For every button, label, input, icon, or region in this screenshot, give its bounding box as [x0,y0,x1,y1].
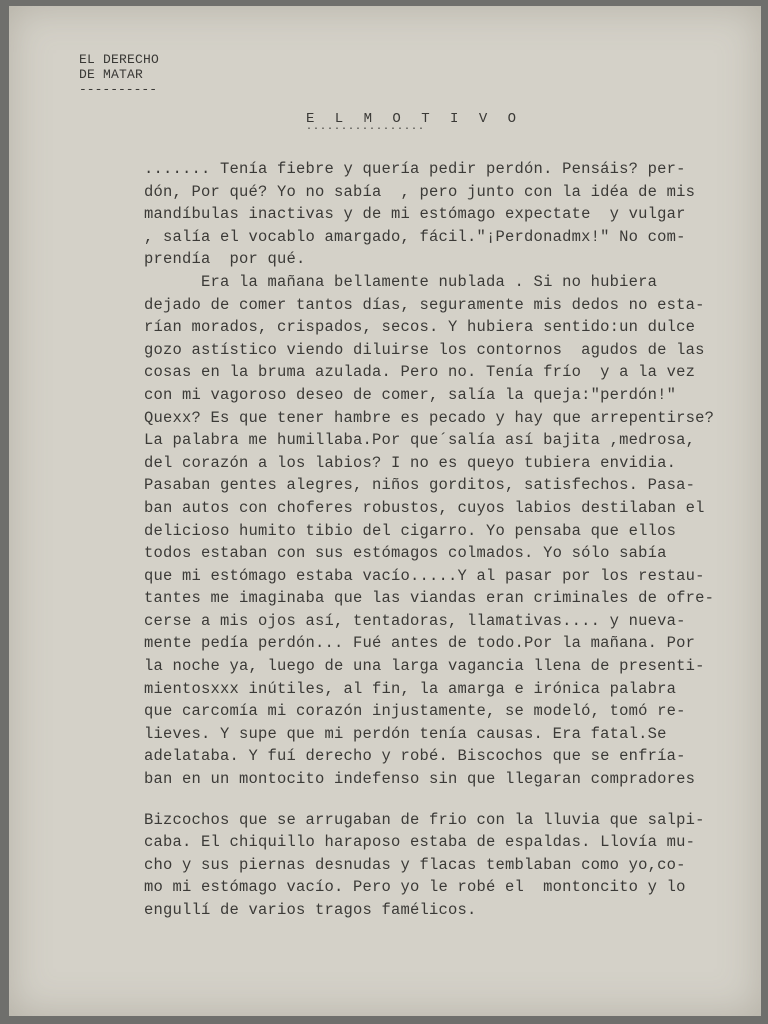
typewritten-page [9,6,761,1016]
text-line: dejado de comer tantos días, seguramente mis dedos no esta- [144,295,705,314]
text-line: Pasaban gentes alegres, niños gorditos, satisfechos. Pasa- [144,476,696,495]
text-line: cosas en la bruma azulada. Pero no. Tenía frío y a la vez [144,363,696,382]
text-line: engullí de varios tragos famélicos. [144,901,477,919]
paragraph-1 [144,158,704,271]
paragraph-2 [144,271,715,791]
title-underline: ················· [306,124,426,135]
header-line-2: DE MATAR [79,67,144,82]
text-line: , salía el vocablo amargado, fácil."¡Perdonadmx!" No com- [144,227,686,246]
body-text [144,158,715,922]
text-line: Quexx? Es que tener hambre es pecado y hay que arrepentirse? [144,408,715,427]
text-line: lieves. Y supe que mi perdón tenía causas. Era fatal.Se [144,724,667,743]
document-header [79,52,159,97]
paragraph-3 [144,809,704,922]
text-line: mente pedía perdón... Fué antes de todo.Por la mañana. Por [144,634,696,653]
text-line: del corazón a los labios? I no es queyo tubiera envidia. [144,453,677,472]
page-title: E L M O T I V O [306,111,523,127]
text-line: ban en un montocito indefenso sin que llegaran compradores [144,770,696,789]
text-line: mientosxxx inútiles, al fin, la amarga e irónica palabra [144,679,677,698]
text-line: que carcomía mi corazón injustamente, se modeló, tomó re- [144,702,686,721]
text-line: ban autos con choferes robustos, cuyos labios destilaban el [144,498,705,517]
text-line: Bizcochos que se arrugaban de frio con la lluvia que salpi- [144,810,705,829]
paragraph-gap [144,791,704,809]
text-line: La palabra me humillaba.Por que´salía así bajita ,medrosa, [144,431,696,450]
text-line: dón, Por qué? Yo no sabía , pero junto con la idéa de mis [144,182,696,201]
text-line: todos estaban con sus estómagos colmados. Yo sólo sabía [144,544,667,563]
text-line: gozo astístico viendo diluirse los contornos agudos de las [144,340,705,359]
text-line: adelataba. Y fuí derecho y robé. Biscochos que se enfría- [144,747,686,766]
text-line: mo mi estómago vacío. Pero yo le robé el montoncito y lo [144,878,686,897]
header-rule: ---------- [79,82,158,97]
text-line: Era la mañana bellamente nublada . Si no hubiera [144,272,658,291]
text-line: la noche ya, luego de una larga vagancia llena de presenti- [144,657,705,676]
text-line: con mi vagoroso deseo de comer, salía la queja:"perdón!" [144,385,677,404]
text-line: ....... Tenía fiebre y quería pedir perdón. Pensáis? per- [144,160,686,178]
text-line: tantes me imaginaba que las viandas eran criminales de ofre- [144,589,715,608]
text-line: caba. El chiquillo haraposo estaba de espaldas. Llovía mu- [144,833,696,852]
text-line: que mi estómago estaba vacío.....Y al pasar por los restau- [144,566,705,585]
text-line: cho y sus piernas desnudas y flacas temblaban como yo,co- [144,855,686,874]
text-line: rían morados, crispados, secos. Y hubiera sentido:un dulce [144,318,696,337]
text-line: mandíbulas inactivas y de mi estómago expectate y vulgar [144,205,686,224]
header-line-1: EL DERECHO [79,52,160,67]
text-line: delicioso humito tibio del cigarro. Yo pensaba que ellos [144,521,677,540]
text-line: prendía por qué. [144,250,306,269]
text-line: cerse a mis ojos así, tentadoras, llamativas.... y nueva- [144,611,686,630]
